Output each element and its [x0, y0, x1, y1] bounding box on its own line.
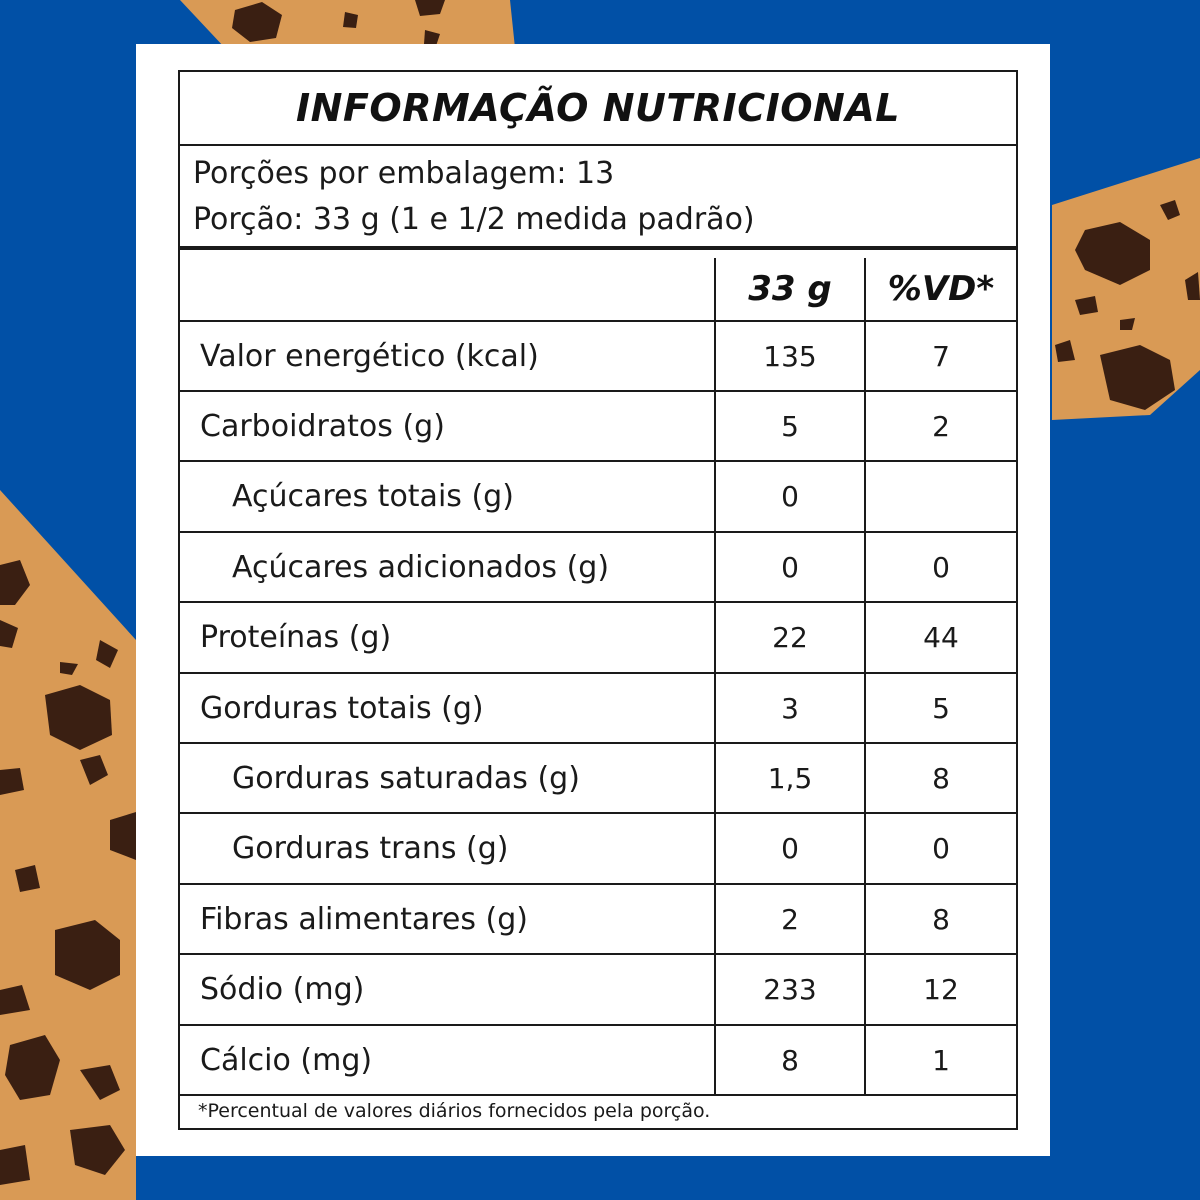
chocolate-chip — [0, 1145, 30, 1185]
nutrient-name: Gorduras saturadas (g) — [232, 760, 580, 796]
nutrient-name: Gorduras trans (g) — [232, 831, 509, 867]
table-row — [180, 463, 1016, 533]
nutrient-name: Valor energético (kcal) — [200, 338, 539, 374]
nutrient-name: Açúcares adicionados (g) — [232, 549, 610, 585]
nutrient-daily-value: 0 — [932, 550, 950, 584]
nutrient-daily-value: 8 — [932, 761, 950, 795]
nutrient-amount: 0 — [781, 832, 799, 866]
nutrient-name: Sódio (mg) — [200, 972, 365, 1008]
nutrient-daily-value: 5 — [932, 691, 950, 725]
column-header-dv: %VD* — [887, 269, 995, 309]
footnote: *Percentual de valores diários fornecidos pela porção. — [198, 1100, 711, 1122]
title-row — [180, 72, 1016, 146]
table-row — [180, 956, 1016, 1026]
nutrient-amount: 22 — [772, 621, 808, 655]
nutrient-name: Açúcares totais (g) — [232, 479, 514, 515]
nutrient-name: Gorduras totais (g) — [200, 690, 484, 726]
serving-size: Porção: 33 g (1 e 1/2 medida padrão) — [193, 202, 755, 237]
table-row — [180, 392, 1016, 462]
nutrient-amount: 135 — [763, 339, 817, 373]
table-row — [180, 604, 1016, 674]
nutrient-amount: 233 — [763, 973, 817, 1007]
nutrient-daily-value — [866, 463, 1016, 531]
servings-per-package: Porções por embalagem: 13 — [193, 156, 615, 191]
table-row — [180, 674, 1016, 744]
nutrient-amount: 1,5 — [767, 761, 813, 795]
nutrient-daily-value: 44 — [923, 621, 959, 655]
nutrient-daily-value: 12 — [923, 973, 959, 1007]
table-row — [180, 885, 1016, 955]
nutrient-daily-value: 8 — [932, 902, 950, 936]
nutrition-title: INFORMAÇÃO NUTRICIONAL — [296, 86, 900, 130]
nutrient-amount: 0 — [781, 550, 799, 584]
column-divider — [714, 258, 716, 320]
nutrient-amount: 0 — [781, 480, 799, 514]
nutrient-amount: 3 — [781, 691, 799, 725]
table-row — [180, 322, 1016, 392]
table-row — [180, 815, 1016, 885]
nutrient-daily-value: 0 — [932, 832, 950, 866]
nutrient-name: Cálcio (mg) — [200, 1042, 373, 1078]
nutrient-amount: 2 — [781, 902, 799, 936]
column-header-amount: 33 g — [748, 269, 832, 309]
column-header-row — [180, 258, 1016, 322]
nutrient-daily-value: 7 — [932, 339, 950, 373]
nutrient-name: Proteínas (g) — [200, 620, 392, 656]
nutrient-daily-value: 1 — [932, 1043, 950, 1077]
nutrient-daily-value: 2 — [932, 409, 950, 443]
nutrient-name: Fibras alimentares (g) — [200, 901, 528, 937]
serving-info — [180, 146, 1016, 250]
nutrient-amount: 5 — [781, 409, 799, 443]
column-divider — [864, 258, 866, 320]
nutrient-amount: 8 — [781, 1043, 799, 1077]
nutrient-name: Carboidratos (g) — [200, 408, 445, 444]
table-row — [180, 744, 1016, 814]
table-row — [180, 1026, 1016, 1096]
table-row — [180, 533, 1016, 603]
nutrition-facts-table — [178, 70, 1018, 1130]
